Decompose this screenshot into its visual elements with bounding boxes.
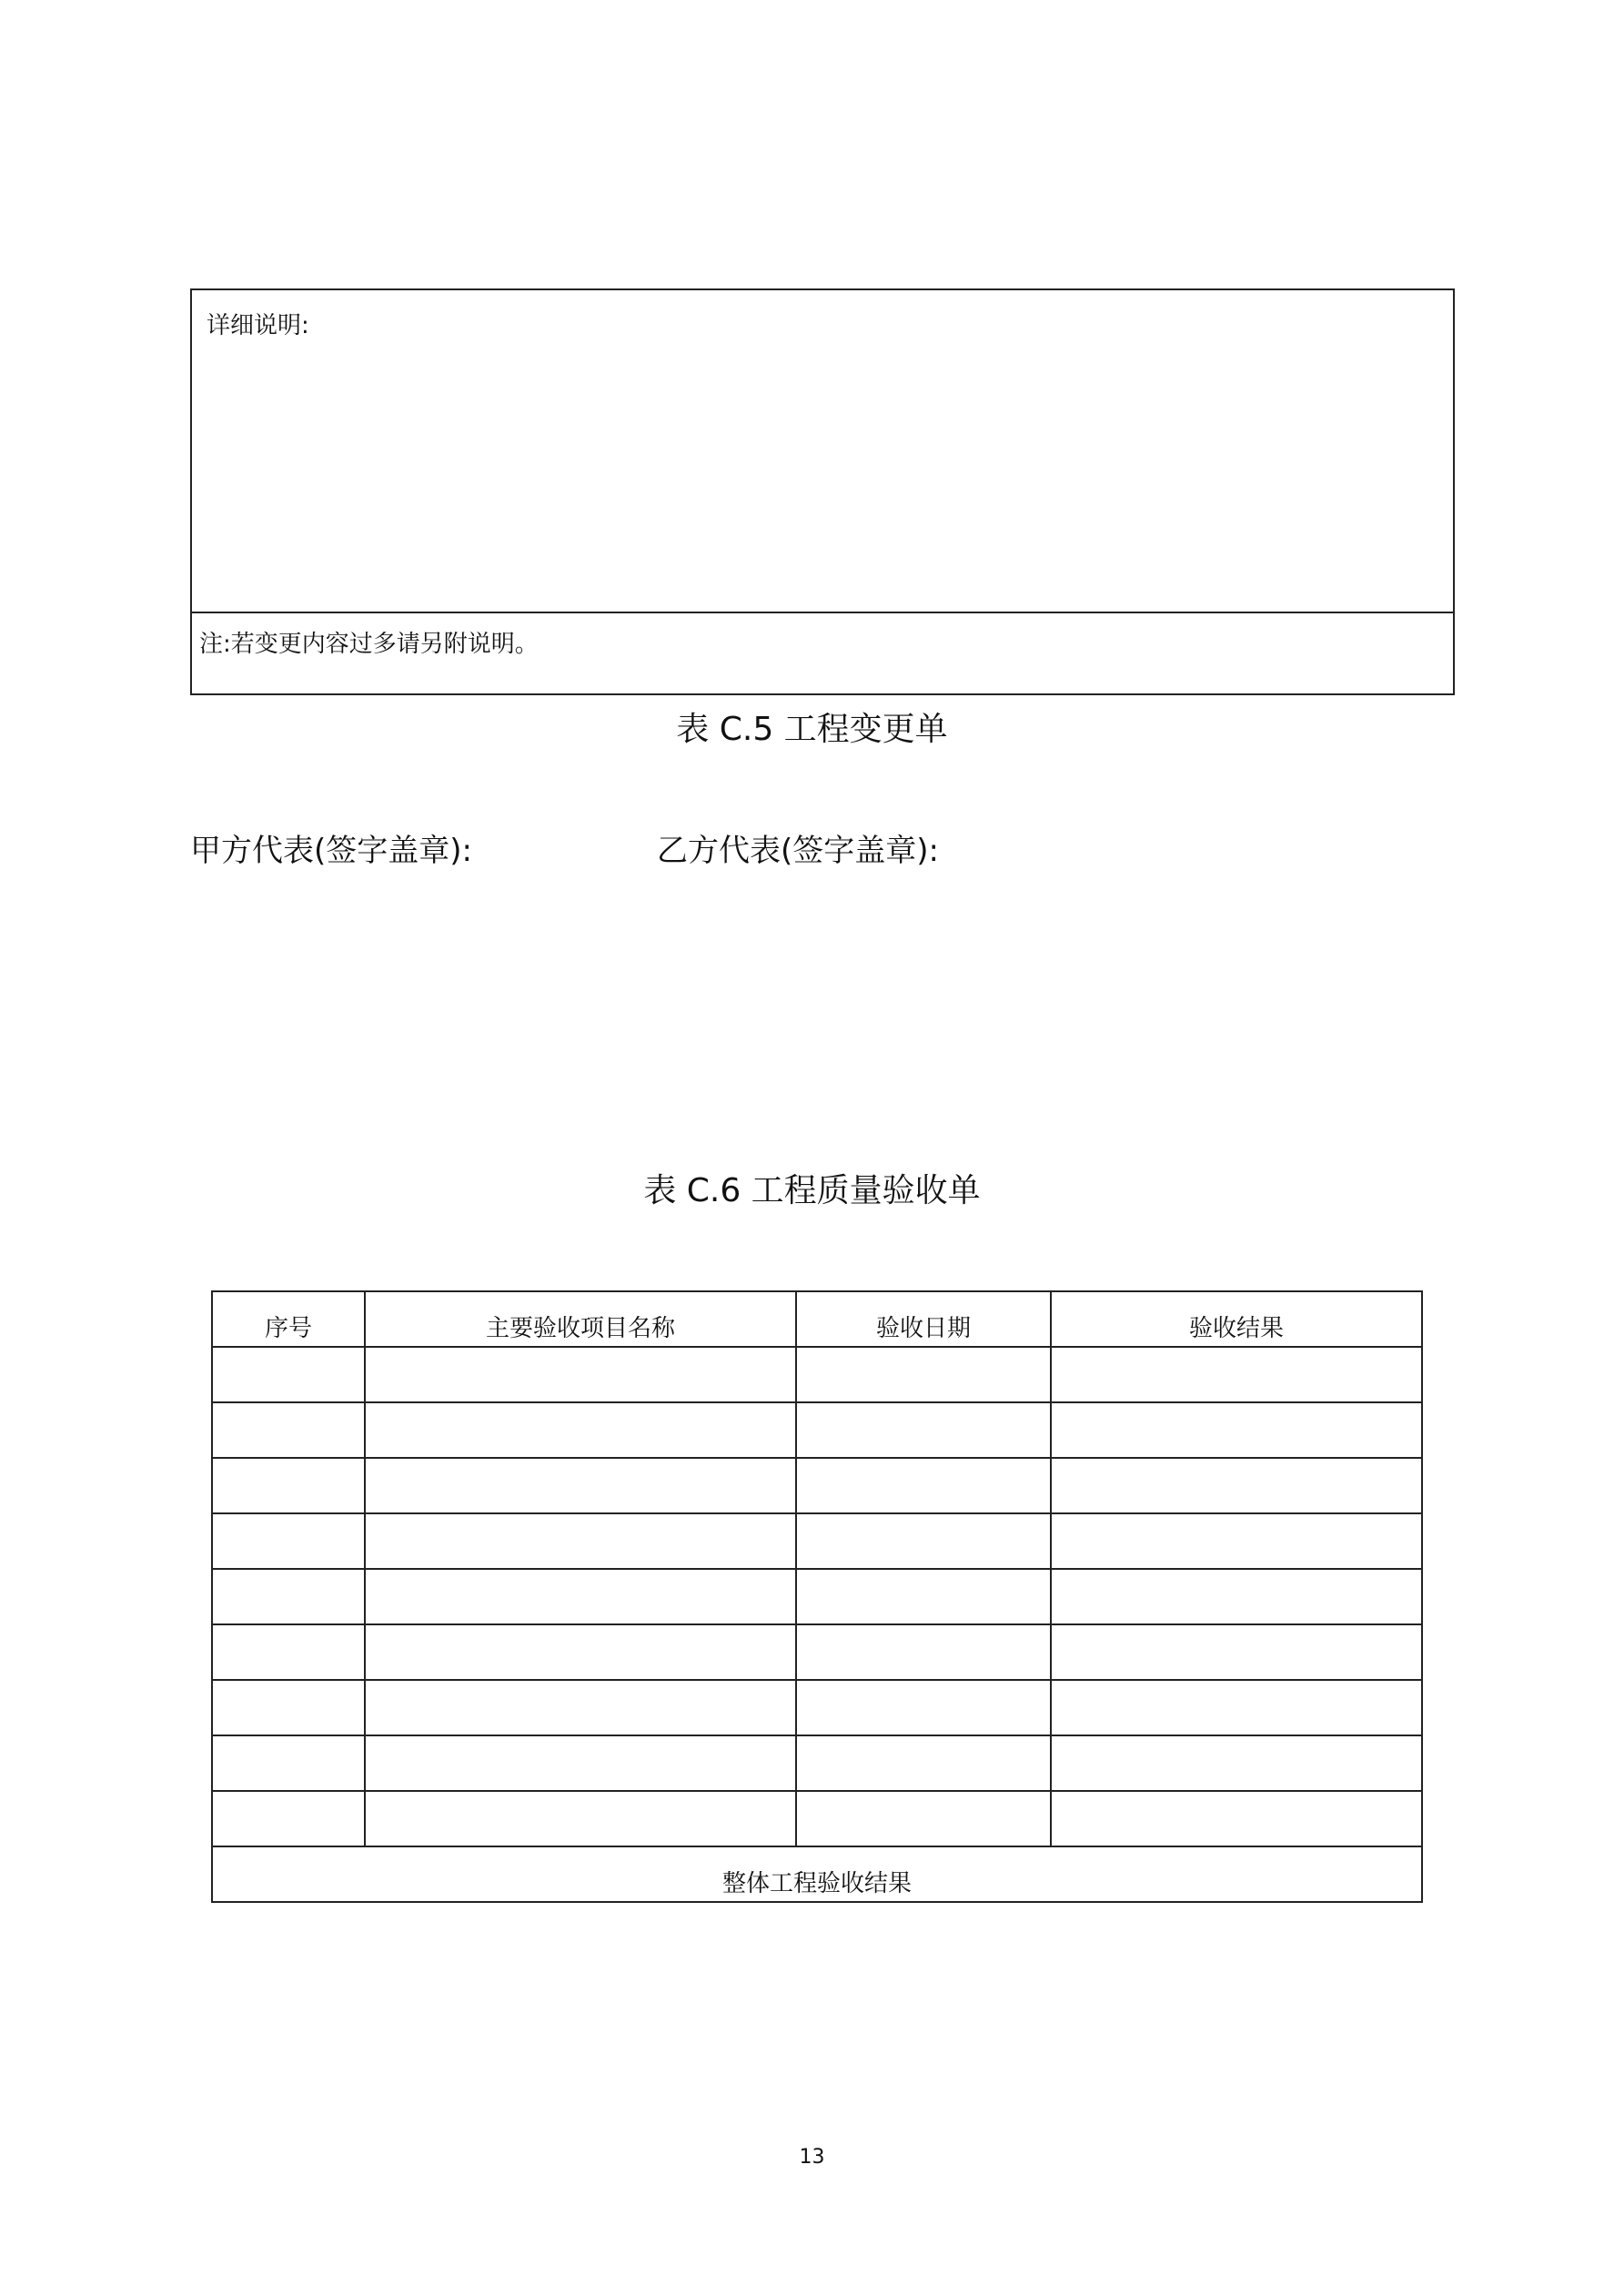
acceptance-date-cell xyxy=(796,1624,1051,1680)
acceptance-result-cell xyxy=(1051,1513,1422,1569)
item-name-cell xyxy=(365,1402,796,1458)
item-name-cell xyxy=(365,1513,796,1569)
acceptance-date-cell xyxy=(796,1735,1051,1791)
serial-number-cell xyxy=(212,1680,365,1735)
table-row xyxy=(212,1513,1422,1569)
table-row xyxy=(212,1791,1422,1846)
header-serial-number: 序号 xyxy=(212,1291,365,1347)
quality-acceptance-table xyxy=(211,1290,1423,1903)
acceptance-result-cell xyxy=(1051,1791,1422,1846)
serial-number-cell xyxy=(212,1513,365,1569)
table-row xyxy=(212,1624,1422,1680)
table-row xyxy=(212,1569,1422,1624)
item-name-cell xyxy=(365,1569,796,1624)
acceptance-result-cell xyxy=(1051,1402,1422,1458)
acceptance-result-cell xyxy=(1051,1735,1422,1791)
acceptance-result-cell xyxy=(1051,1569,1422,1624)
detail-description-cell xyxy=(192,290,1453,613)
table-row xyxy=(212,1735,1422,1791)
header-acceptance-date: 验收日期 xyxy=(796,1291,1051,1347)
serial-number-cell xyxy=(212,1569,365,1624)
serial-number-cell xyxy=(212,1347,365,1402)
change-order-box xyxy=(190,288,1455,695)
acceptance-result-cell xyxy=(1051,1347,1422,1402)
party-b-signature-label: 乙方代表(签字盖章): xyxy=(657,833,939,869)
party-a-signature-label: 甲方代表(签字盖章): xyxy=(190,833,472,869)
table-row xyxy=(212,1680,1422,1735)
acceptance-result-cell xyxy=(1051,1624,1422,1680)
change-note: 注:若变更内容过多请另附说明。 xyxy=(199,631,539,658)
item-name-cell xyxy=(365,1347,796,1402)
acceptance-result-cell xyxy=(1051,1680,1422,1735)
serial-number-cell xyxy=(212,1791,365,1846)
item-name-cell xyxy=(365,1735,796,1791)
page-number: 13 xyxy=(799,2146,825,2169)
table-header-row xyxy=(212,1291,1422,1347)
summary-row xyxy=(212,1846,1422,1902)
acceptance-date-cell xyxy=(796,1791,1051,1846)
item-name-cell xyxy=(365,1624,796,1680)
acceptance-date-cell xyxy=(796,1458,1051,1513)
table-c5-caption: 表 C.5 工程变更单 xyxy=(676,711,948,748)
table-row xyxy=(212,1458,1422,1513)
header-item-name: 主要验收项目名称 xyxy=(365,1291,796,1347)
table-row xyxy=(212,1402,1422,1458)
serial-number-cell xyxy=(212,1735,365,1791)
acceptance-date-cell xyxy=(796,1347,1051,1402)
acceptance-date-cell xyxy=(796,1680,1051,1735)
serial-number-cell xyxy=(212,1402,365,1458)
item-name-cell xyxy=(365,1458,796,1513)
acceptance-result-cell xyxy=(1051,1458,1422,1513)
table-c6-caption: 表 C.6 工程质量验收单 xyxy=(643,1172,981,1209)
header-acceptance-result: 验收结果 xyxy=(1051,1291,1422,1347)
serial-number-cell xyxy=(212,1458,365,1513)
acceptance-date-cell xyxy=(796,1402,1051,1458)
acceptance-date-cell xyxy=(796,1513,1051,1569)
table-row xyxy=(212,1347,1422,1402)
serial-number-cell xyxy=(212,1624,365,1680)
overall-result-cell xyxy=(212,1846,1422,1902)
detail-description-label: 详细说明: xyxy=(207,312,309,339)
acceptance-date-cell xyxy=(796,1569,1051,1624)
item-name-cell xyxy=(365,1680,796,1735)
overall-result-label: 整体工程验收结果 xyxy=(721,1870,912,1897)
item-name-cell xyxy=(365,1791,796,1846)
